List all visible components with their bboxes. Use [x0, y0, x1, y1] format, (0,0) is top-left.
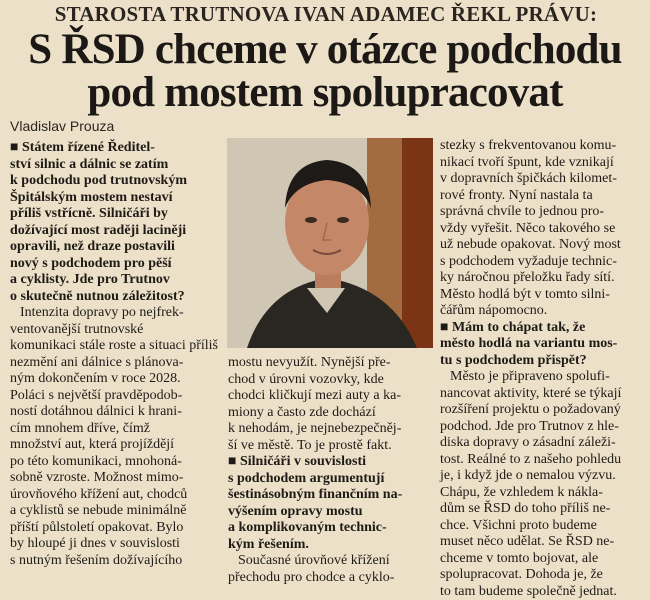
answer-paragraph	[10, 305, 215, 569]
body-line: dům se ŘSD do toho příliš ne-	[440, 501, 645, 518]
body-line: příští půlstoletí opakovat. Bylo	[10, 520, 215, 537]
body-line: přechodu pro chodce a cyklo-	[228, 570, 433, 587]
body-line: mostu nevyužít. Nynější pře-	[228, 355, 433, 372]
article-column-3	[440, 138, 645, 600]
body-line: už nebude opakovat. Nový most	[440, 237, 645, 254]
intro-line: opravili, než draze postavili	[10, 239, 215, 256]
body-line: miony a často zde dochází	[228, 405, 433, 422]
body-line: to tam budeme společně jednat.	[440, 584, 645, 600]
question-line: šestinásobným finančním na-	[228, 487, 433, 504]
body-line: vždy vyřešit. Něco takového se	[440, 221, 645, 238]
answer-paragraph	[440, 138, 645, 320]
body-line: spolupracovat. Dohoda je, že	[440, 567, 645, 584]
intro-line: k podchodu pod trutnovským	[10, 173, 215, 190]
body-line: Město je připraveno spolufi-	[440, 369, 645, 386]
headline-line-2: pod mostem spolupracovat	[0, 71, 650, 114]
intro-line: ství silnic a dálnic se zatím	[10, 157, 215, 174]
intro-line: o skutečně nutnou záležitost?	[10, 289, 215, 306]
body-line: Chápu, že vzhledem k nákla-	[440, 485, 645, 502]
body-line: k nehodám, je nejnebezpečněj-	[228, 421, 433, 438]
question-line: s podchodem argumentují	[228, 471, 433, 488]
intro-line: ■ Státem řízené Ředitel-	[10, 140, 215, 157]
headline	[0, 28, 650, 114]
byline: Vladislav Prouza	[10, 118, 114, 134]
body-line: podchod. Jde pro Trutnov z hle-	[440, 419, 645, 436]
body-line: sobně vzroste. Možnost mimo-	[10, 470, 215, 487]
body-line: ností dotáhnou dálnici k hrani-	[10, 404, 215, 421]
article-column-2	[228, 355, 433, 586]
body-line: stezky s frekventovanou komu-	[440, 138, 645, 155]
body-line: ší ve městě. To je prostě fakt.	[228, 438, 433, 455]
body-line: cím mnohem dříve, čímž	[10, 421, 215, 438]
body-line: Intenzita dopravy po nejfrek-	[10, 305, 215, 322]
body-line: chceme v tomto bojovat, ale	[440, 551, 645, 568]
bullet-square: ■	[10, 140, 18, 155]
portrait-photo	[227, 138, 433, 348]
question-paragraph	[440, 320, 645, 370]
answer-paragraph	[440, 369, 645, 600]
answer-paragraph	[228, 355, 433, 454]
body-line: úrovňového křížení aut, chodců	[10, 487, 215, 504]
body-line: Poláci s největší pravděpodob-	[10, 388, 215, 405]
article-column-1	[10, 140, 215, 569]
body-line: s podchodem vyžaduje technic-	[440, 254, 645, 271]
answer-paragraph	[228, 553, 433, 586]
body-line: rozšíření projektu o požadovaný	[440, 402, 645, 419]
intro-line: dožívající most raději laciněji	[10, 223, 215, 240]
body-line: Současné úrovňové křížení	[228, 553, 433, 570]
body-line: tost. Reálné to z našeho pohledu	[440, 452, 645, 469]
body-line: rové fronty. Nyní nastala ta	[440, 188, 645, 205]
question-line: a komplikovaným technic-	[228, 520, 433, 537]
bullet-square: ■	[440, 320, 448, 335]
intro-line: příliš vstřícně. Silničáři by	[10, 206, 215, 223]
body-line: je, i když jde o nemalou výzvu.	[440, 468, 645, 485]
intro-line: Špitálským mostem nestaví	[10, 190, 215, 207]
body-line: s nutným řešením dožívajícího	[10, 553, 215, 570]
body-line: nancovat aktivity, které se týkají	[440, 386, 645, 403]
kicker: STAROSTA TRUTNOVA IVAN ADAMEC ŘEKL PRÁVU:	[6, 2, 646, 27]
body-line: chce. Všichni proto budeme	[440, 518, 645, 535]
question-paragraph	[228, 454, 433, 553]
question-line: ■ Mám to chápat tak, že	[440, 320, 645, 337]
body-line: v dopravních špičkách kilomet-	[440, 171, 645, 188]
body-line: chod v úrovni vozovky, kde	[228, 372, 433, 389]
body-line: Město hodlá být v tomto silni-	[440, 287, 645, 304]
body-line: muset něco udělat. Se ŘSD ne-	[440, 534, 645, 551]
intro-line: a cyklisty. Jde pro Trutnov	[10, 272, 215, 289]
question-line: město hodlá na variantu mos-	[440, 336, 645, 353]
body-line: nezmění ani dálnice s plánova-	[10, 355, 215, 372]
bullet-square: ■	[228, 454, 236, 469]
body-line: správná chvíle to jednou pro-	[440, 204, 645, 221]
intro-question	[10, 140, 215, 305]
body-line: ným dokončením v roce 2028.	[10, 371, 215, 388]
body-line: množství aut, která projíždějí	[10, 437, 215, 454]
body-line: chodci kličkují mezi auty a ka-	[228, 388, 433, 405]
body-line: by hloupé ji dnes v souvislosti	[10, 536, 215, 553]
question-line: ■ Silničáři v souvislosti	[228, 454, 433, 471]
body-line: ventovanější trutnovské	[10, 322, 215, 339]
body-line: a cyklistů se nebude minimálně	[10, 503, 215, 520]
body-line: diska dopravy o zásadní záleži-	[440, 435, 645, 452]
body-line: nikací tvoří špunt, kde vznikají	[440, 155, 645, 172]
body-line: čářům nápomocno.	[440, 303, 645, 320]
question-line: kým řešením.	[228, 537, 433, 554]
body-line: po této komunikaci, mnohoná-	[10, 454, 215, 471]
question-line: tu s podchodem přispět?	[440, 353, 645, 370]
body-line: komunikaci stále roste a situaci příliš	[10, 338, 215, 355]
intro-line: nový s podchodem pro pěší	[10, 256, 215, 273]
headline-line-1: S ŘSD chceme v otázce podchodu	[0, 28, 650, 71]
question-line: výšením opravy mostu	[228, 504, 433, 521]
body-line: ky náročnou přeložku řady sítí.	[440, 270, 645, 287]
